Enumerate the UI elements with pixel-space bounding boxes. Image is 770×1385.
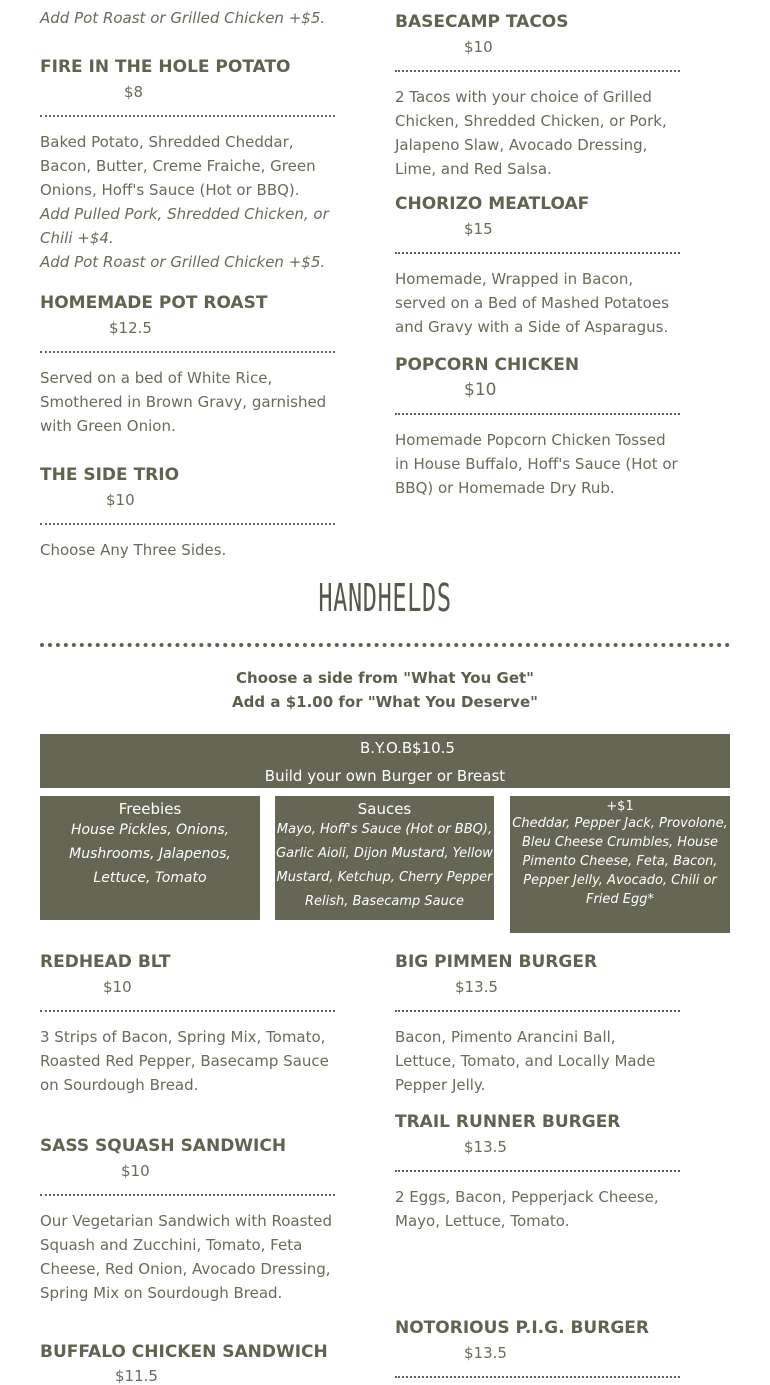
item-title: BIG PIMMEN BURGER bbox=[395, 952, 598, 972]
byob-subtitle: Build your own Burger or Breast bbox=[264, 767, 506, 785]
upgrade-note: Add a $1.00 for "What You Deserve" bbox=[232, 693, 538, 711]
item-price: $15 bbox=[464, 220, 493, 238]
item-price: $10 bbox=[103, 978, 132, 996]
item-price: $13.5 bbox=[464, 1344, 507, 1362]
byob-price: $10.5 bbox=[412, 739, 455, 757]
box-body: House Pickles, Onions, Mushrooms, Jalapenos, Lettuce, Tomato bbox=[69, 822, 231, 886]
item-price: $10 bbox=[464, 380, 497, 400]
item-title: REDHEAD BLT bbox=[40, 952, 171, 972]
item-description: 2 Eggs, Bacon, Pepperjack Cheese, Mayo, Lettuce, Tomato. bbox=[395, 1188, 659, 1230]
box-body: Mayo, Hoff's Sauce (Hot or BBQ), Garlic Aioli, Dijon Mustard, Yellow Mustard, Ketchup, Cherry Pepper Relish, Basecamp Sauce bbox=[276, 822, 493, 909]
item-price: $12.5 bbox=[109, 319, 152, 337]
item-description: Homemade Popcorn Chicken Tossed in House Buffalo, Hoff's Sauce (Hot or BBQ) or Homemade Dry Rub. bbox=[395, 431, 678, 497]
section-divider bbox=[40, 643, 730, 647]
item-description: Our Vegetarian Sandwich with Roasted Squash and Zucchini, Tomato, Feta Cheese, Red Onion, Avocado Dressing, Spring Mix on Sourdough Bread. bbox=[40, 1212, 333, 1302]
item-description: Served on a bed of White Rice, Smothered in Brown Gravy, garnished with Green Onion. bbox=[40, 369, 327, 435]
section-heading: HANDHELDS bbox=[318, 576, 452, 620]
dotted-divider bbox=[395, 1170, 680, 1172]
dotted-divider bbox=[395, 413, 680, 415]
item-title: CHORIZO MEATLOAF bbox=[395, 194, 590, 214]
item-price: $11.5 bbox=[115, 1367, 158, 1385]
item-title: BASECAMP TACOS bbox=[395, 12, 569, 32]
item-title: SASS SQUASH SANDWICH bbox=[40, 1136, 287, 1156]
item-description: Choose Any Three Sides. bbox=[40, 541, 227, 559]
item-description: Homemade, Wrapped in Bacon, served on a Bed of Mashed Potatoes and Gravy with a Side of Asparagus. bbox=[395, 270, 669, 336]
item-price: $13.5 bbox=[455, 978, 498, 996]
item-price: $10 bbox=[121, 1162, 150, 1180]
box-body: Cheddar, Pepper Jack, Provolone, Bleu Cheese Crumbles, House Pimento Cheese, Feta, Bacon, Pepper Jelly, Avocado, Chili or Fried Egg* bbox=[512, 816, 728, 907]
dotted-divider bbox=[40, 1194, 335, 1196]
sauces-box bbox=[275, 796, 494, 920]
addons-box bbox=[510, 796, 730, 933]
byob-banner bbox=[40, 734, 730, 788]
item-price: $10 bbox=[106, 491, 135, 509]
item-title: HOMEMADE POT ROAST bbox=[40, 293, 268, 313]
box-title: Freebies bbox=[118, 800, 182, 818]
dotted-divider bbox=[40, 523, 335, 525]
dotted-divider bbox=[395, 252, 680, 254]
item-title: NOTORIOUS P.I.G. BURGER bbox=[395, 1318, 649, 1338]
byob-name: B.Y.O.B. bbox=[360, 739, 417, 757]
dotted-divider bbox=[40, 115, 335, 117]
dotted-divider bbox=[40, 1010, 335, 1012]
box-title: +$1 bbox=[606, 799, 634, 814]
item-price: $8 bbox=[124, 83, 144, 101]
dotted-divider bbox=[395, 1010, 680, 1012]
item-description: 3 Strips of Bacon, Spring Mix, Tomato, Roasted Red Pepper, Basecamp Sauce on Sourdough Bread. bbox=[40, 1028, 329, 1094]
item-title: TRAIL RUNNER BURGER bbox=[395, 1112, 621, 1132]
item-description: Bacon, Pimento Arancini Ball, Lettuce, Tomato, and Locally Made Pepper Jelly. bbox=[395, 1028, 656, 1094]
dotted-divider bbox=[395, 1376, 680, 1378]
item-title: BUFFALO CHICKEN SANDWICH bbox=[40, 1342, 328, 1362]
item-title: FIRE IN THE HOLE POTATO bbox=[40, 57, 291, 77]
item-price: $10 bbox=[464, 38, 493, 56]
freebies-box bbox=[40, 796, 260, 920]
item-description: 2 Tacos with your choice of Grilled Chicken, Shredded Chicken, or Pork, Jalapeno Slaw, Avocado Dressing, Lime, and Red Salsa. bbox=[395, 88, 667, 178]
item-description: Baked Potato, Shredded Cheddar, Bacon, Butter, Creme Fraiche, Green Onions, Hoff's Sauce (Hot or BBQ). Add Pulled Pork, Shredded Chicken, or Chili +$4. Add Pot Roast or Grilled Chicken +$5. bbox=[40, 133, 329, 271]
item-title: POPCORN CHICKEN bbox=[395, 355, 580, 375]
side-note: Choose a side from "What You Get" bbox=[236, 669, 534, 687]
dotted-divider bbox=[40, 351, 335, 353]
dotted-divider bbox=[395, 70, 680, 72]
item-title: THE SIDE TRIO bbox=[40, 465, 180, 485]
item-price: $13.5 bbox=[464, 1138, 507, 1156]
box-title: Sauces bbox=[357, 800, 412, 818]
addon-note: Add Pot Roast or Grilled Chicken +$5. bbox=[40, 9, 326, 27]
